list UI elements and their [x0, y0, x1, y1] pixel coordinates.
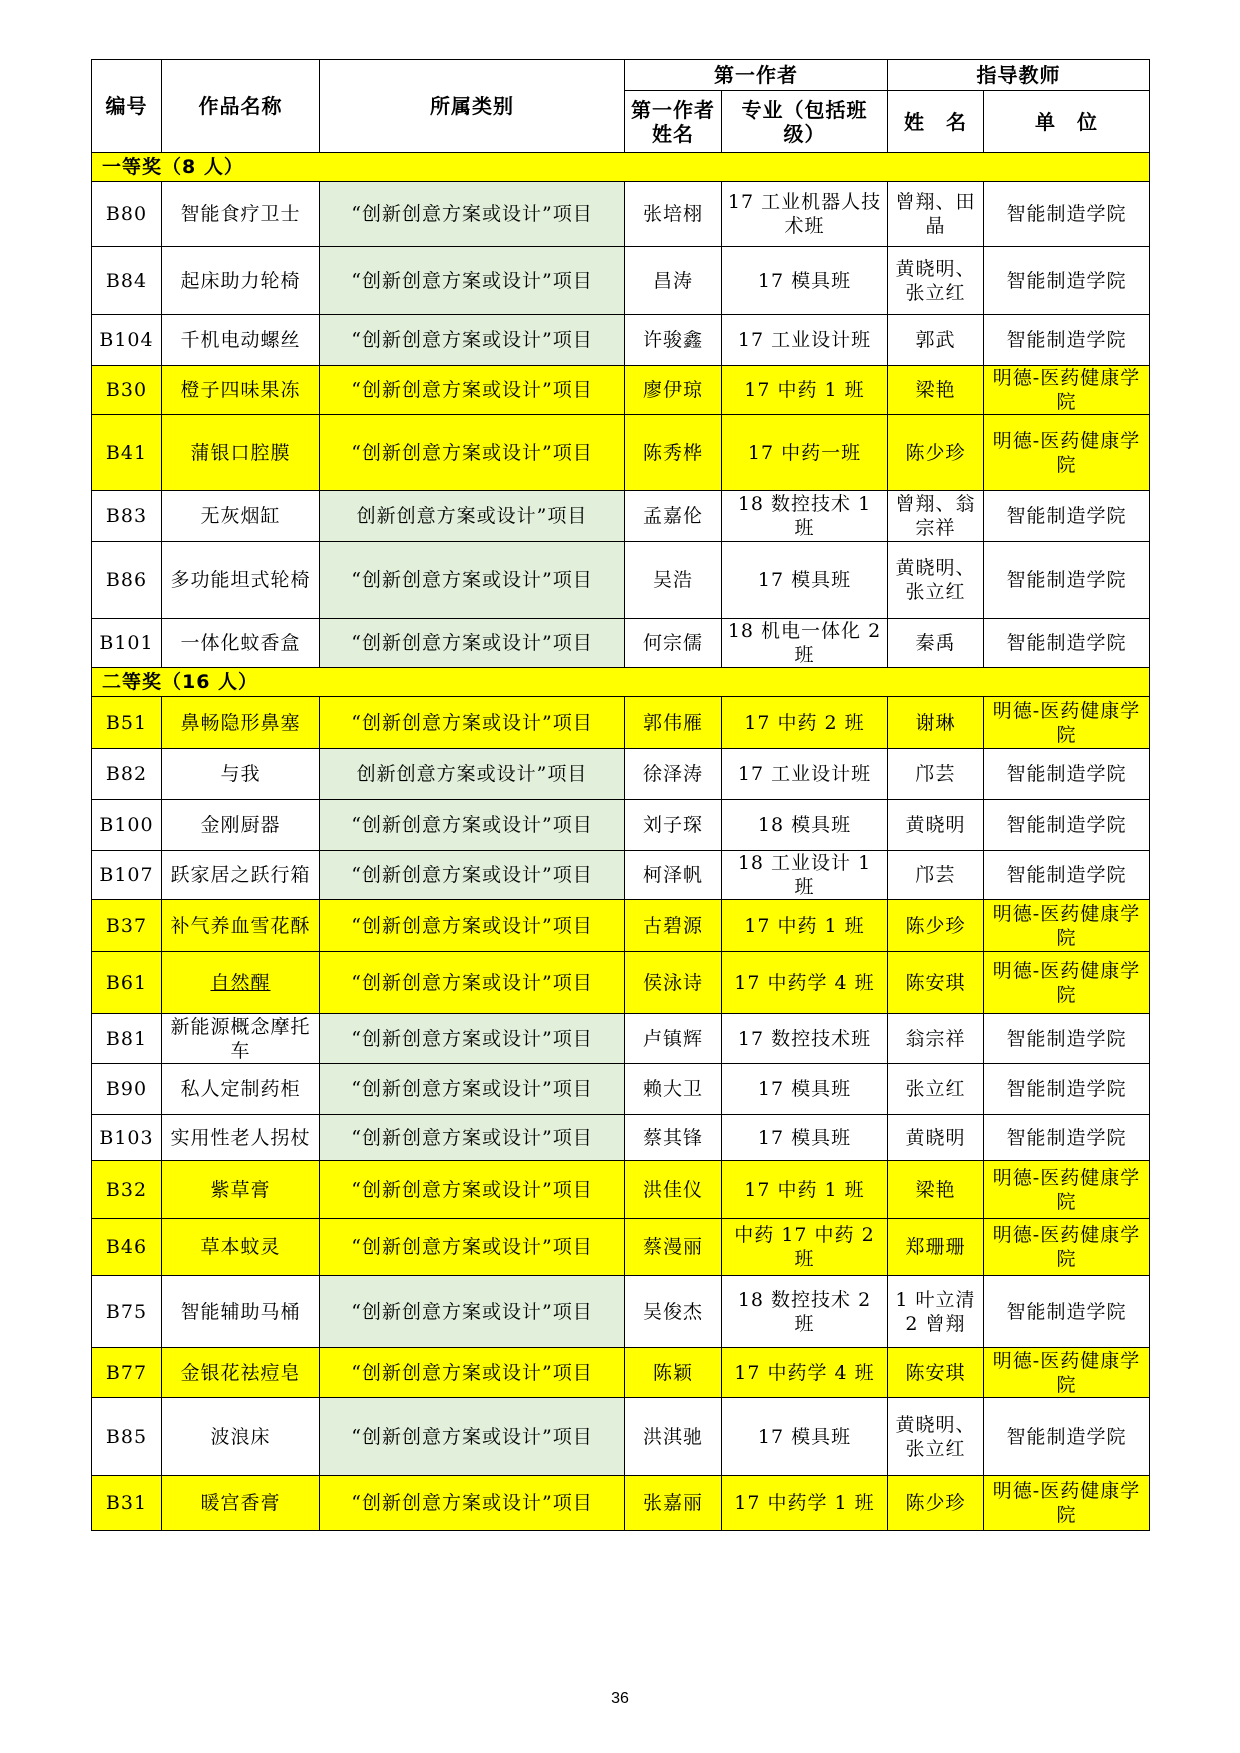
cell-category: “创新创意方案或设计”项目 — [320, 1276, 625, 1348]
cell-author: 廖伊琼 — [625, 366, 722, 415]
cell-category: “创新创意方案或设计”项目 — [320, 182, 625, 247]
cell-advisor: 曾翔、翁宗祥 — [888, 491, 984, 542]
header-author-name: 第一作者姓名 — [625, 91, 722, 153]
cell-id: B103 — [92, 1115, 162, 1161]
cell-id: B90 — [92, 1064, 162, 1115]
header-advisor-name: 姓 名 — [888, 91, 984, 153]
cell-major: 17 中药 1 班 — [722, 900, 888, 952]
table-row — [92, 851, 1150, 900]
cell-author: 卢镇辉 — [625, 1014, 722, 1064]
cell-name: 鼻畅隐形鼻塞 — [162, 697, 320, 749]
table-row — [92, 1276, 1150, 1348]
table-row — [92, 1115, 1150, 1161]
cell-advisor: 黄晓明、张立红 — [888, 1398, 984, 1476]
cell-name: 私人定制药柜 — [162, 1064, 320, 1115]
cell-major: 17 工业设计班 — [722, 315, 888, 366]
cell-unit: 明德-医药健康学院 — [984, 415, 1150, 491]
cell-category: “创新创意方案或设计”项目 — [320, 415, 625, 491]
table-row — [92, 247, 1150, 315]
cell-author: 张培栩 — [625, 182, 722, 247]
cell-author: 吴俊杰 — [625, 1276, 722, 1348]
cell-name: 金刚厨器 — [162, 800, 320, 851]
table-row — [92, 1014, 1150, 1064]
cell-id: B41 — [92, 415, 162, 491]
cell-name: 智能辅助马桶 — [162, 1276, 320, 1348]
cell-name: 暖宫香膏 — [162, 1476, 320, 1531]
cell-unit: 智能制造学院 — [984, 182, 1150, 247]
cell-category: “创新创意方案或设计”项目 — [320, 619, 625, 668]
cell-id: B107 — [92, 851, 162, 900]
cell-unit: 智能制造学院 — [984, 247, 1150, 315]
cell-author: 柯泽帆 — [625, 851, 722, 900]
cell-category: 创新创意方案或设计”项目 — [320, 491, 625, 542]
cell-unit: 明德-医药健康学院 — [984, 952, 1150, 1014]
cell-major: 中药 17 中药 2 班 — [722, 1219, 888, 1276]
cell-name — [162, 952, 320, 1014]
cell-author: 侯泳诗 — [625, 952, 722, 1014]
cell-name: 实用性老人拐杖 — [162, 1115, 320, 1161]
cell-advisor: 翁宗祥 — [888, 1014, 984, 1064]
cell-name: 跃家居之跃行箱 — [162, 851, 320, 900]
cell-unit: 智能制造学院 — [984, 491, 1150, 542]
table-row — [92, 491, 1150, 542]
cell-name: 蒲银口腔膜 — [162, 415, 320, 491]
cell-major: 18 工业设计 1 班 — [722, 851, 888, 900]
cell-category: “创新创意方案或设计”项目 — [320, 1348, 625, 1398]
table-row — [92, 182, 1150, 247]
cell-major: 17 数控技术班 — [722, 1014, 888, 1064]
header-id: 编号 — [92, 60, 162, 153]
cell-author: 蔡漫丽 — [625, 1219, 722, 1276]
cell-id: B85 — [92, 1398, 162, 1476]
cell-unit: 智能制造学院 — [984, 749, 1150, 800]
cell-category: “创新创意方案或设计”项目 — [320, 315, 625, 366]
cell-author: 吴浩 — [625, 542, 722, 619]
cell-advisor: 陈安琪 — [888, 1348, 984, 1398]
cell-name: 紫草膏 — [162, 1161, 320, 1219]
cell-advisor: 1 叶立清 2 曾翔 — [888, 1276, 984, 1348]
table-row — [92, 1348, 1150, 1398]
table-row — [92, 619, 1150, 668]
page-number: 36 — [611, 1690, 629, 1707]
cell-id: B75 — [92, 1276, 162, 1348]
cell-advisor: 张立红 — [888, 1064, 984, 1115]
cell-advisor: 郑珊珊 — [888, 1219, 984, 1276]
table-row — [92, 1398, 1150, 1476]
cell-name: 起床助力轮椅 — [162, 247, 320, 315]
table-row — [92, 800, 1150, 851]
cell-category: “创新创意方案或设计”项目 — [320, 697, 625, 749]
cell-advisor: 郭武 — [888, 315, 984, 366]
cell-category: “创新创意方案或设计”项目 — [320, 900, 625, 952]
cell-advisor: 陈少珍 — [888, 1476, 984, 1531]
cell-unit: 智能制造学院 — [984, 1276, 1150, 1348]
cell-category: “创新创意方案或设计”项目 — [320, 1064, 625, 1115]
table-row — [92, 1064, 1150, 1115]
cell-author: 孟嘉伦 — [625, 491, 722, 542]
cell-unit: 智能制造学院 — [984, 1014, 1150, 1064]
cell-name: 波浪床 — [162, 1398, 320, 1476]
cell-major: 17 中药学 4 班 — [722, 1348, 888, 1398]
section-header — [92, 668, 1150, 697]
cell-major: 17 工业设计班 — [722, 749, 888, 800]
cell-major: 17 模具班 — [722, 247, 888, 315]
cell-author: 何宗儒 — [625, 619, 722, 668]
section-header — [92, 153, 1150, 182]
cell-author: 徐泽涛 — [625, 749, 722, 800]
awards-table — [91, 59, 1150, 1531]
cell-category: “创新创意方案或设计”项目 — [320, 851, 625, 900]
cell-advisor: 陈少珍 — [888, 900, 984, 952]
cell-author: 陈秀桦 — [625, 415, 722, 491]
cell-unit: 明德-医药健康学院 — [984, 1161, 1150, 1219]
cell-category: “创新创意方案或设计”项目 — [320, 247, 625, 315]
cell-major: 17 中药 2 班 — [722, 697, 888, 749]
cell-id: B80 — [92, 182, 162, 247]
cell-advisor: 梁艳 — [888, 366, 984, 415]
table-row — [92, 542, 1150, 619]
cell-major: 17 模具班 — [722, 1064, 888, 1115]
cell-name: 金银花祛痘皂 — [162, 1348, 320, 1398]
cell-category: “创新创意方案或设计”项目 — [320, 1398, 625, 1476]
cell-advisor: 陈安琪 — [888, 952, 984, 1014]
cell-category: 创新创意方案或设计”项目 — [320, 749, 625, 800]
cell-name: 多功能坦式轮椅 — [162, 542, 320, 619]
cell-advisor: 黄晓明 — [888, 800, 984, 851]
cell-id: B61 — [92, 952, 162, 1014]
header-major: 专业（包括班级） — [722, 91, 888, 153]
cell-advisor: 谢琳 — [888, 697, 984, 749]
cell-name: 新能源概念摩托车 — [162, 1014, 320, 1064]
cell-id: B31 — [92, 1476, 162, 1531]
cell-author: 许骏鑫 — [625, 315, 722, 366]
cell-major: 17 工业机器人技术班 — [722, 182, 888, 247]
table-body — [92, 153, 1150, 1531]
table-row — [92, 366, 1150, 415]
cell-author: 张嘉丽 — [625, 1476, 722, 1531]
header-first-author: 第一作者 — [625, 60, 888, 91]
cell-advisor: 黄晓明、张立红 — [888, 247, 984, 315]
cell-category: “创新创意方案或设计”项目 — [320, 800, 625, 851]
cell-category: “创新创意方案或设计”项目 — [320, 952, 625, 1014]
cell-author: 郭伟雁 — [625, 697, 722, 749]
cell-major: 17 中药一班 — [722, 415, 888, 491]
header-name: 作品名称 — [162, 60, 320, 153]
cell-id: B84 — [92, 247, 162, 315]
cell-unit: 智能制造学院 — [984, 1064, 1150, 1115]
cell-id: B101 — [92, 619, 162, 668]
section-title: 二等奖（16 人） — [92, 668, 1150, 697]
cell-advisor: 邝芸 — [888, 749, 984, 800]
cell-id: B100 — [92, 800, 162, 851]
cell-name: 无灰烟缸 — [162, 491, 320, 542]
cell-unit: 智能制造学院 — [984, 851, 1150, 900]
cell-unit: 智能制造学院 — [984, 619, 1150, 668]
cell-advisor: 梁艳 — [888, 1161, 984, 1219]
table-row — [92, 1219, 1150, 1276]
cell-author: 陈颖 — [625, 1348, 722, 1398]
cell-id: B77 — [92, 1348, 162, 1398]
cell-author: 蔡其锋 — [625, 1115, 722, 1161]
header-category: 所属类别 — [320, 60, 625, 153]
cell-unit: 智能制造学院 — [984, 315, 1150, 366]
cell-name: 与我 — [162, 749, 320, 800]
header-unit: 单 位 — [984, 91, 1150, 153]
cell-id: B30 — [92, 366, 162, 415]
cell-advisor: 曾翔、田晶 — [888, 182, 984, 247]
cell-unit: 智能制造学院 — [984, 1115, 1150, 1161]
table-row — [92, 315, 1150, 366]
cell-major: 18 数控技术 2 班 — [722, 1276, 888, 1348]
cell-major: 18 机电一体化 2 班 — [722, 619, 888, 668]
section-title: 一等奖（8 人） — [92, 153, 1150, 182]
cell-id: B82 — [92, 749, 162, 800]
cell-advisor: 黄晓明 — [888, 1115, 984, 1161]
cell-category: “创新创意方案或设计”项目 — [320, 1161, 625, 1219]
cell-author: 昌涛 — [625, 247, 722, 315]
table-row — [92, 415, 1150, 491]
cell-id: B51 — [92, 697, 162, 749]
cell-unit: 明德-医药健康学院 — [984, 1348, 1150, 1398]
cell-name-text: 自然醒 — [210, 971, 271, 994]
cell-major: 17 模具班 — [722, 542, 888, 619]
table-row — [92, 952, 1150, 1014]
cell-unit: 明德-医药健康学院 — [984, 900, 1150, 952]
cell-name: 草本蚊灵 — [162, 1219, 320, 1276]
header-advisor: 指导教师 — [888, 60, 1150, 91]
cell-author: 洪佳仪 — [625, 1161, 722, 1219]
cell-name: 一体化蚊香盒 — [162, 619, 320, 668]
cell-author: 洪淇驰 — [625, 1398, 722, 1476]
cell-id: B104 — [92, 315, 162, 366]
cell-name: 智能食疗卫士 — [162, 182, 320, 247]
cell-unit: 明德-医药健康学院 — [984, 1476, 1150, 1531]
cell-name: 千机电动螺丝 — [162, 315, 320, 366]
cell-id: B37 — [92, 900, 162, 952]
cell-major: 18 模具班 — [722, 800, 888, 851]
cell-advisor: 黄晓明、张立红 — [888, 542, 984, 619]
cell-id: B83 — [92, 491, 162, 542]
cell-major: 17 中药学 1 班 — [722, 1476, 888, 1531]
table-row — [92, 697, 1150, 749]
cell-author: 赖大卫 — [625, 1064, 722, 1115]
cell-advisor: 邝芸 — [888, 851, 984, 900]
cell-id: B86 — [92, 542, 162, 619]
cell-author: 古碧源 — [625, 900, 722, 952]
cell-unit: 智能制造学院 — [984, 542, 1150, 619]
cell-id: B81 — [92, 1014, 162, 1064]
cell-unit: 明德-医药健康学院 — [984, 697, 1150, 749]
cell-id: B32 — [92, 1161, 162, 1219]
cell-category: “创新创意方案或设计”项目 — [320, 366, 625, 415]
cell-major: 17 中药 1 班 — [722, 366, 888, 415]
cell-major: 17 模具班 — [722, 1398, 888, 1476]
cell-advisor: 秦禹 — [888, 619, 984, 668]
cell-author: 刘子琛 — [625, 800, 722, 851]
table-row — [92, 1161, 1150, 1219]
cell-major: 17 模具班 — [722, 1115, 888, 1161]
cell-category: “创新创意方案或设计”项目 — [320, 1115, 625, 1161]
table-row — [92, 900, 1150, 952]
cell-category: “创新创意方案或设计”项目 — [320, 1476, 625, 1531]
cell-category: “创新创意方案或设计”项目 — [320, 542, 625, 619]
cell-major: 17 中药 1 班 — [722, 1161, 888, 1219]
cell-unit: 明德-医药健康学院 — [984, 366, 1150, 415]
cell-advisor: 陈少珍 — [888, 415, 984, 491]
cell-major: 17 中药学 4 班 — [722, 952, 888, 1014]
cell-major: 18 数控技术 1 班 — [722, 491, 888, 542]
cell-unit: 明德-医药健康学院 — [984, 1219, 1150, 1276]
cell-category: “创新创意方案或设计”项目 — [320, 1219, 625, 1276]
cell-name: 补气养血雪花酥 — [162, 900, 320, 952]
cell-name: 橙子四味果冻 — [162, 366, 320, 415]
cell-category: “创新创意方案或设计”项目 — [320, 1014, 625, 1064]
table-row — [92, 1476, 1150, 1531]
cell-unit: 智能制造学院 — [984, 1398, 1150, 1476]
table-row — [92, 749, 1150, 800]
cell-id: B46 — [92, 1219, 162, 1276]
cell-unit: 智能制造学院 — [984, 800, 1150, 851]
